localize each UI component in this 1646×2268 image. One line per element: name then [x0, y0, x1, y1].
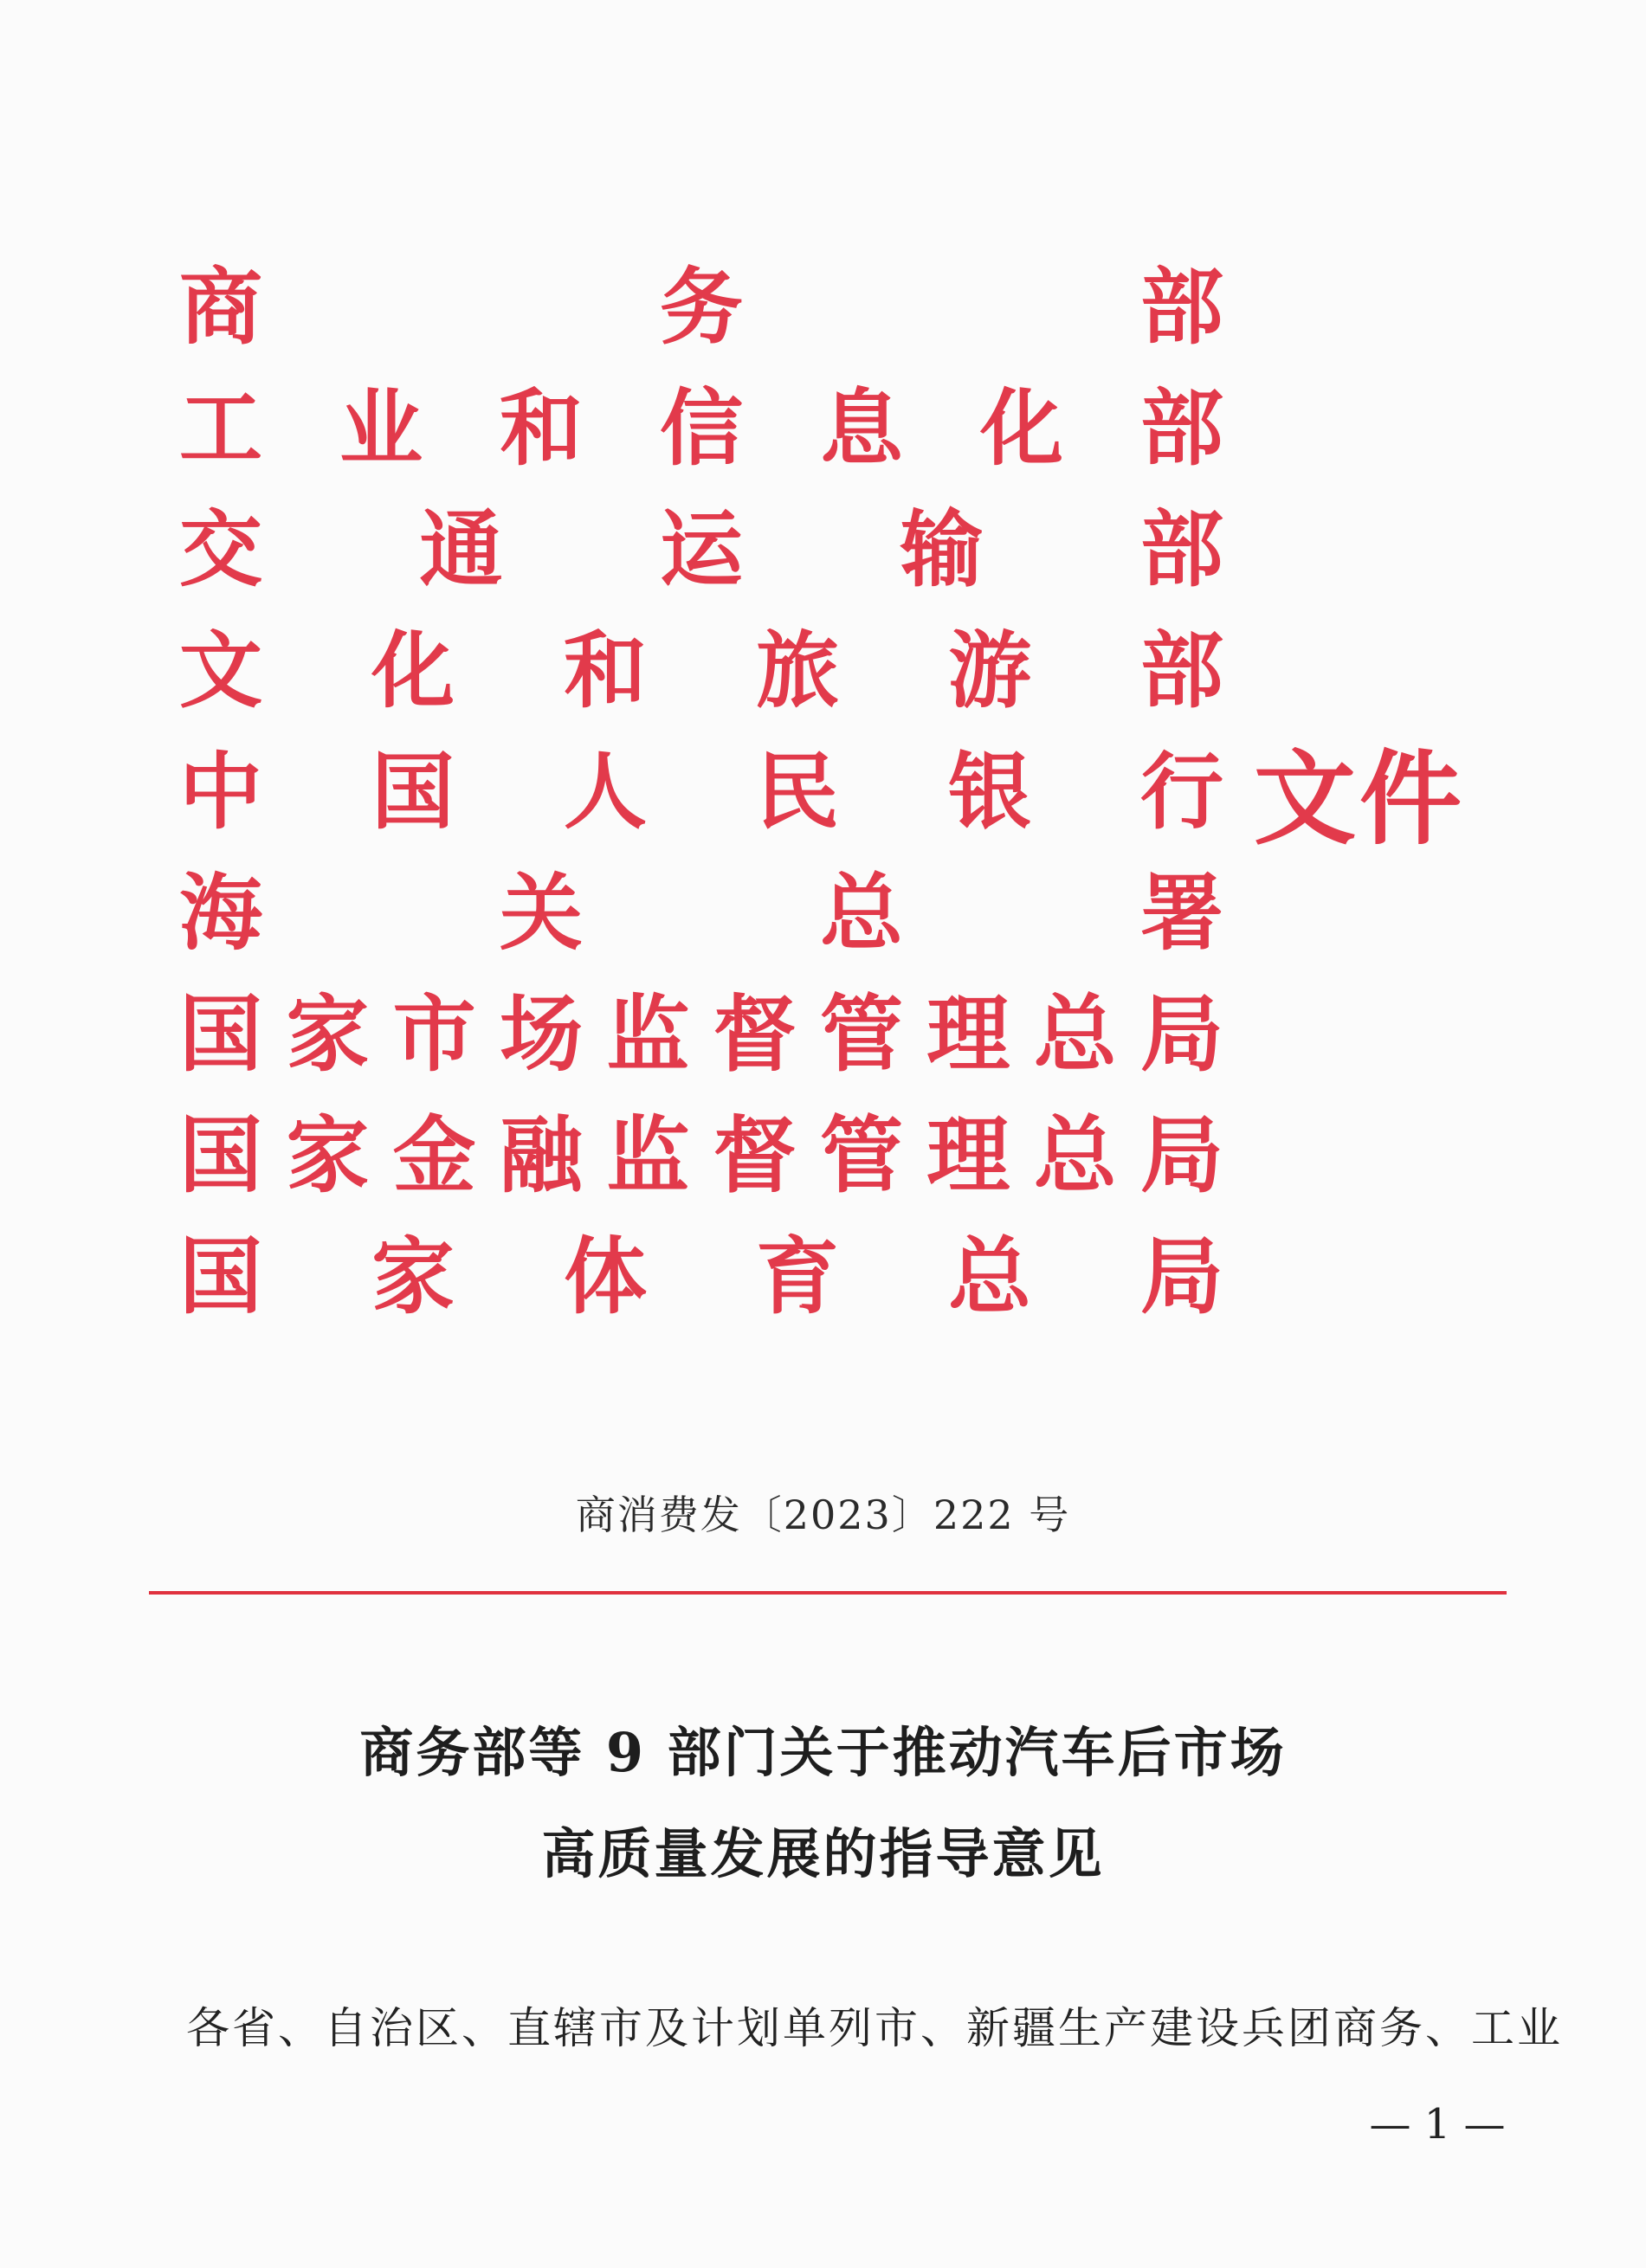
letterhead-char: 中	[179, 744, 262, 841]
letterhead-char: 化	[980, 380, 1063, 477]
letterhead-char: 局	[1140, 1228, 1223, 1325]
letterhead-char: 国	[179, 986, 262, 1083]
letterhead-char: 部	[1140, 259, 1223, 356]
letterhead-char: 家	[286, 1107, 370, 1204]
addressee-line: 各省、自治区、直辖市及计划单列市、新疆生产建设兵团商务、工业	[186, 2003, 1563, 2053]
letterhead-char: 理	[926, 1107, 1010, 1204]
page-number: — 1 —	[1369, 2100, 1506, 2149]
letterhead-char: 银	[948, 744, 1031, 841]
letterhead-char: 督	[713, 986, 797, 1083]
letterhead-char: 和	[564, 622, 647, 719]
letterhead-char: 息	[820, 380, 903, 477]
letterhead-char: 国	[179, 1107, 262, 1204]
letterhead-char: 督	[713, 1107, 797, 1204]
letterhead-char: 化	[371, 622, 455, 719]
letterhead-char: 署	[1140, 865, 1223, 962]
letterhead-row-4	[178, 610, 1225, 731]
letterhead-char: 商	[179, 259, 262, 356]
letterhead-char: 市	[392, 986, 476, 1083]
letterhead-char: 育	[756, 1228, 839, 1325]
letterhead-char: 运	[660, 501, 743, 598]
letterhead-row-5	[178, 731, 1225, 853]
letterhead-char: 总	[948, 1228, 1031, 1325]
letterhead-char: 监	[606, 1107, 690, 1204]
letterhead-row-7	[178, 974, 1225, 1095]
letterhead-char: 国	[179, 1228, 262, 1325]
letterhead-char: 文	[179, 622, 262, 719]
letterhead-char: 信	[660, 380, 743, 477]
letterhead-char: 融	[499, 1107, 583, 1204]
letterhead-row-2	[178, 368, 1225, 489]
letterhead-char: 和	[500, 380, 583, 477]
letterhead-char: 局	[1139, 1107, 1223, 1204]
letterhead-char: 部	[1140, 380, 1223, 477]
letterhead-char: 部	[1140, 622, 1223, 719]
document-number: 商消费发〔2023〕222 号	[575, 1492, 1071, 1538]
letterhead-char: 行	[1140, 744, 1223, 841]
letterhead-row-3	[178, 489, 1225, 610]
letterhead-char: 管	[819, 986, 903, 1083]
letterhead-row-1	[178, 247, 1225, 368]
letterhead-char: 务	[660, 259, 743, 356]
letterhead-char: 部	[1140, 501, 1223, 598]
letterhead-char: 关	[500, 865, 583, 962]
letterhead-char: 家	[371, 1228, 455, 1325]
letterhead-char: 通	[419, 501, 503, 598]
letterhead-char: 家	[286, 986, 370, 1083]
letterhead-row-6	[178, 853, 1225, 974]
letterhead-row-9	[178, 1216, 1225, 1337]
letterhead-char: 场	[499, 986, 583, 1083]
letterhead-char: 国	[371, 744, 455, 841]
letterhead-char: 输	[900, 501, 984, 598]
letterhead-char: 监	[606, 986, 690, 1083]
letterhead-char: 工	[179, 380, 262, 477]
letterhead-char: 理	[926, 986, 1010, 1083]
letterhead-char: 业	[339, 380, 423, 477]
red-separator-line	[149, 1591, 1507, 1595]
letterhead-char: 总	[1033, 986, 1117, 1083]
letterhead-char: 交	[179, 501, 262, 598]
letterhead-char: 民	[756, 744, 839, 841]
letterhead-char: 游	[948, 622, 1031, 719]
document-title-line-2: 高质量发展的指导意见	[541, 1822, 1105, 1885]
letterhead-row-8	[178, 1095, 1225, 1216]
letterhead-char: 管	[819, 1107, 903, 1204]
letterhead-char: 总	[1033, 1107, 1117, 1204]
letterhead-char: 金	[392, 1107, 476, 1204]
letterhead-suffix: 文件	[1254, 739, 1466, 859]
letterhead-char: 人	[564, 744, 647, 841]
letterhead-organizations	[178, 247, 1225, 1337]
letterhead-char: 旅	[756, 622, 839, 719]
letterhead-char: 总	[820, 865, 903, 962]
letterhead-char: 体	[564, 1228, 647, 1325]
letterhead-char: 局	[1139, 986, 1223, 1083]
document-title-line-1: 商务部等 9 部门关于推动汽车后市场	[359, 1721, 1287, 1784]
letterhead-char: 海	[179, 865, 262, 962]
